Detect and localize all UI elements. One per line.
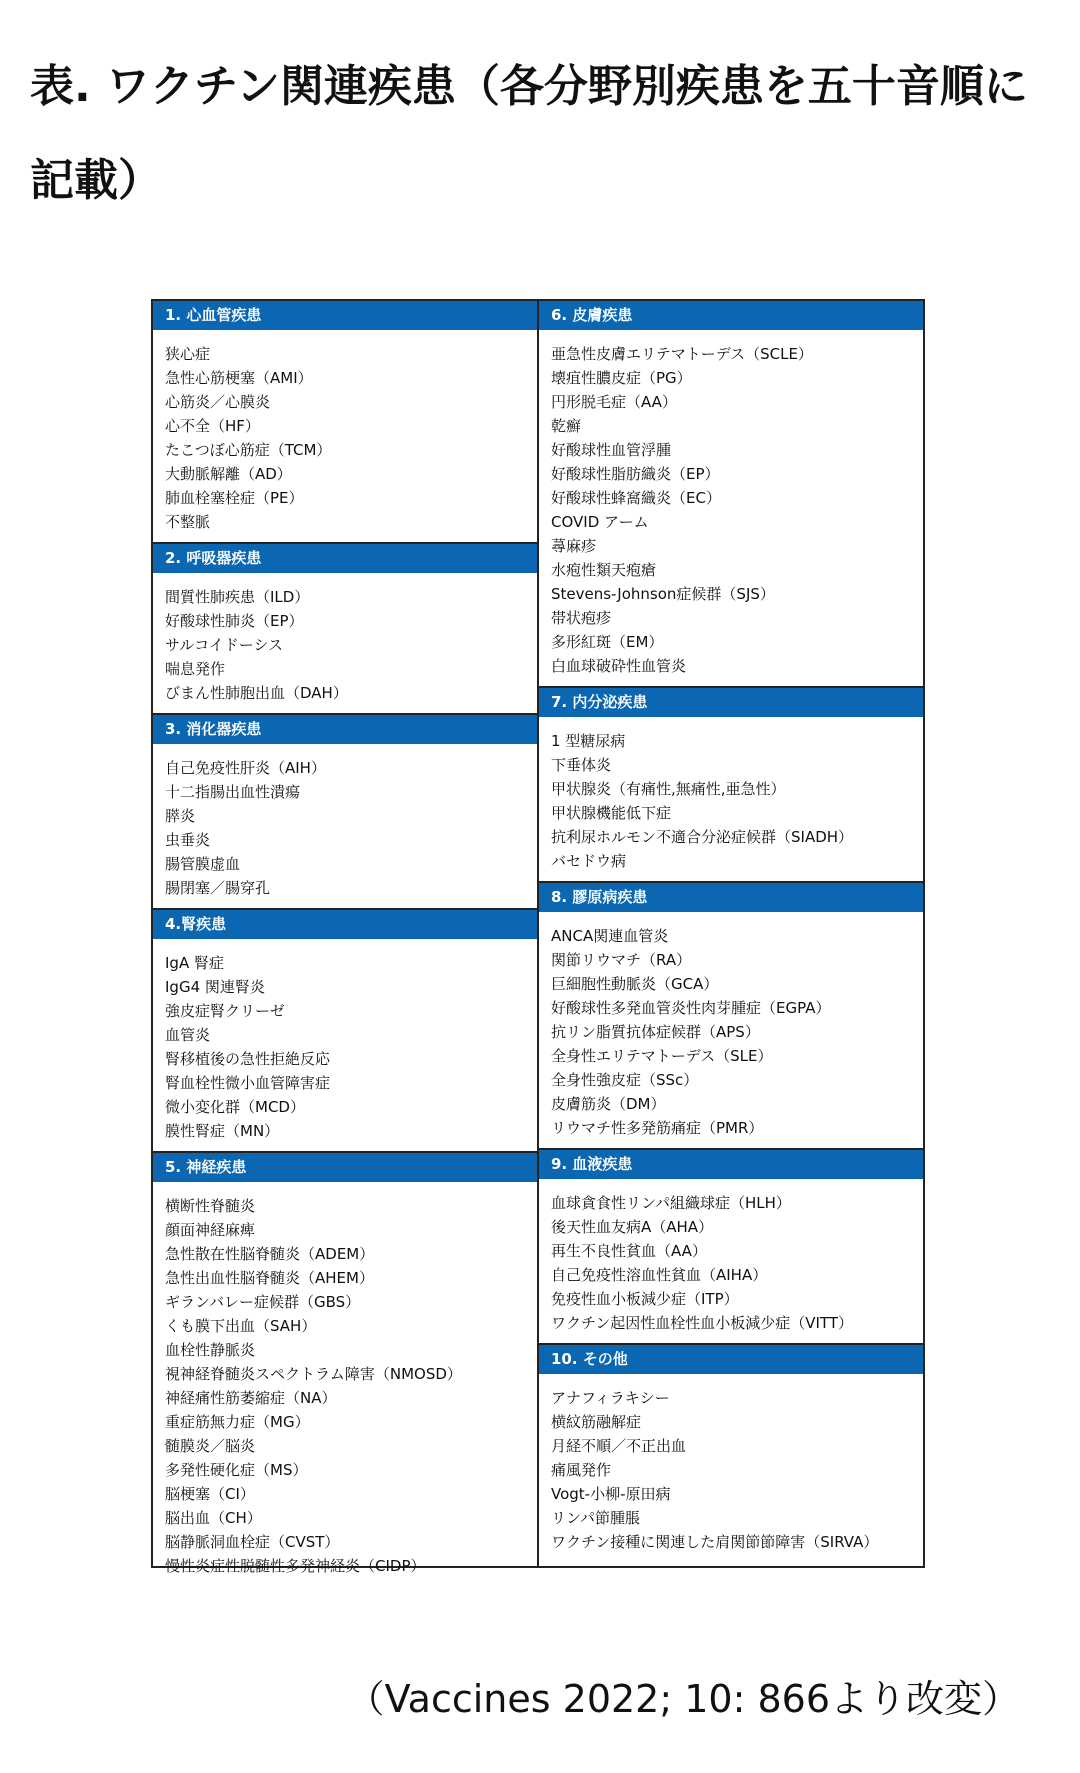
disease-item: くも膜下出血（SAH） bbox=[165, 1317, 317, 1335]
disease-item: 甲状腺炎（有痛性,無痛性,亜急性） bbox=[551, 780, 786, 798]
disease-item: 白血球破砕性血管炎 bbox=[551, 657, 687, 675]
disease-item: 血球貪食性リンパ組織球症（HLH） bbox=[551, 1194, 791, 1212]
disease-item: 視神経脊髄炎スペクトラム障害（NMOSD） bbox=[165, 1365, 462, 1383]
disease-item: 腸閉塞／腸穿孔 bbox=[165, 879, 271, 897]
disease-item: 髄膜炎／脳炎 bbox=[165, 1437, 256, 1455]
disease-item: 関節リウマチ（RA） bbox=[551, 951, 692, 969]
disease-item: 血管炎 bbox=[165, 1026, 211, 1044]
disease-item: 好酸球性蜂窩織炎（EC） bbox=[551, 489, 721, 507]
category-section bbox=[539, 881, 923, 1148]
disease-item: Stevens-Johnson症候群（SJS） bbox=[551, 585, 775, 603]
disease-item: 巨細胞性動脈炎（GCA） bbox=[551, 975, 719, 993]
citation: （Vaccines 2022; 10: 866より改変） bbox=[346, 1677, 1020, 1721]
disease-item: 急性心筋梗塞（AMI） bbox=[165, 369, 313, 387]
disease-item: 抗利尿ホルモン不適合分泌症候群（SIADH） bbox=[551, 828, 854, 846]
disease-item: 顔面神経麻痺 bbox=[165, 1221, 256, 1239]
disease-item: 十二指腸出血性潰瘍 bbox=[165, 783, 301, 801]
category-header: 5. 神経疾患 bbox=[153, 1153, 537, 1182]
disease-item: 狭心症 bbox=[165, 345, 211, 363]
category-section bbox=[153, 301, 537, 542]
disease-item: 急性出血性脳脊髄炎（AHEM） bbox=[165, 1269, 374, 1287]
disease-item: 免疫性血小板減少症（ITP） bbox=[551, 1290, 739, 1308]
disease-item: 横断性脊髄炎 bbox=[165, 1197, 256, 1215]
disease-list bbox=[539, 1374, 923, 1562]
disease-item: 肺血栓塞栓症（PE） bbox=[165, 489, 304, 507]
disease-item: 腸管膜虚血 bbox=[165, 855, 241, 873]
category-section bbox=[539, 1148, 923, 1343]
category-header: 4.腎疾患 bbox=[153, 910, 537, 939]
disease-item: 抗リン脂質抗体症候群（APS） bbox=[551, 1023, 760, 1041]
category-header: 9. 血液疾患 bbox=[539, 1150, 923, 1179]
disease-item: 虫垂炎 bbox=[165, 831, 211, 849]
disease-item: たこつぼ心筋症（TCM） bbox=[165, 441, 332, 459]
disease-item: 強皮症腎クリーゼ bbox=[165, 1002, 285, 1020]
disease-item: バセドウ病 bbox=[551, 852, 627, 870]
disease-item: 好酸球性血管浮腫 bbox=[551, 441, 672, 459]
disease-item: IgG4 関連腎炎 bbox=[165, 978, 265, 996]
right-column bbox=[539, 301, 923, 1566]
disease-item: 皮膚筋炎（DM） bbox=[551, 1095, 666, 1113]
disease-item: 甲状腺機能低下症 bbox=[551, 804, 672, 822]
disease-item: 脳出血（CH） bbox=[165, 1509, 262, 1527]
category-section bbox=[539, 301, 923, 686]
disease-item: ワクチン接種に関連した肩関節節障害（SIRVA） bbox=[551, 1533, 879, 1551]
disease-item: 帯状疱疹 bbox=[551, 609, 612, 627]
category-header: 2. 呼吸器疾患 bbox=[153, 544, 537, 573]
disease-item: アナフィラキシー bbox=[551, 1389, 670, 1407]
disease-item: 重症筋無力症（MG） bbox=[165, 1413, 310, 1431]
disease-item: 好酸球性肺炎（EP） bbox=[165, 612, 304, 630]
disease-item: 月経不順／不正出血 bbox=[551, 1437, 687, 1455]
disease-item: 血栓性静脈炎 bbox=[165, 1341, 256, 1359]
category-section bbox=[153, 542, 537, 713]
disease-item: 壊疽性膿皮症（PG） bbox=[551, 369, 692, 387]
disease-list bbox=[153, 573, 537, 713]
disease-item: 膵炎 bbox=[165, 807, 196, 825]
disease-item: リウマチ性多発筋痛症（PMR） bbox=[551, 1119, 764, 1137]
disease-table bbox=[151, 299, 925, 1575]
category-section bbox=[539, 686, 923, 881]
disease-list bbox=[539, 912, 923, 1148]
category-section bbox=[539, 1343, 923, 1566]
disease-item: 不整脈 bbox=[165, 513, 211, 531]
disease-list bbox=[153, 939, 537, 1151]
category-header: 6. 皮膚疾患 bbox=[539, 301, 923, 330]
disease-item: 自己免疫性肝炎（AIH） bbox=[165, 759, 326, 777]
category-header: 3. 消化器疾患 bbox=[153, 715, 537, 744]
disease-item: 微小変化群（MCD） bbox=[165, 1098, 305, 1116]
disease-item: 慢性炎症性脱髄性多発神経炎（CIDP） bbox=[165, 1557, 426, 1575]
disease-item: 水疱性類天疱瘡 bbox=[551, 561, 657, 579]
disease-list bbox=[539, 717, 923, 881]
disease-item: びまん性肺胞出血（DAH） bbox=[165, 684, 348, 702]
disease-list bbox=[539, 330, 923, 686]
category-header: 1. 心血管疾患 bbox=[153, 301, 537, 330]
disease-item: 横紋筋融解症 bbox=[551, 1413, 642, 1431]
disease-item: 亜急性皮膚エリテマトーデス（SCLE） bbox=[551, 345, 813, 363]
disease-list bbox=[153, 330, 537, 542]
category-section bbox=[153, 713, 537, 908]
disease-item: 後天性血友病A（AHA） bbox=[551, 1218, 714, 1236]
disease-item: IgA 腎症 bbox=[165, 954, 224, 972]
left-column bbox=[153, 301, 539, 1575]
disease-list bbox=[153, 1182, 537, 1586]
disease-item: COVID アーム bbox=[551, 513, 649, 531]
category-header: 8. 膠原病疾患 bbox=[539, 883, 923, 912]
disease-item: 全身性強皮症（SSc） bbox=[551, 1071, 699, 1089]
disease-item: 脳梗塞（CI） bbox=[165, 1485, 255, 1503]
disease-item: 円形脱毛症（AA） bbox=[551, 393, 677, 411]
disease-item: 好酸球性多発血管炎性肉芽腫症（EGPA） bbox=[551, 999, 831, 1017]
disease-item: リンパ節腫脹 bbox=[551, 1509, 640, 1527]
disease-list bbox=[153, 744, 537, 908]
page-title: 表. ワクチン関連疾患（各分野別疾患を五十音順に記載） bbox=[30, 61, 1028, 206]
disease-item: Vogt-小柳-原田病 bbox=[551, 1485, 671, 1503]
disease-item: 乾癬 bbox=[551, 417, 582, 435]
disease-item: ギランバレー症候群（GBS） bbox=[165, 1293, 361, 1311]
category-header: 7. 内分泌疾患 bbox=[539, 688, 923, 717]
disease-item: 大動脈解離（AD） bbox=[165, 465, 292, 483]
disease-item: ワクチン起因性血栓性血小板減少症（VITT） bbox=[551, 1314, 853, 1332]
disease-item: 急性散在性脳脊髄炎（ADEM） bbox=[165, 1245, 375, 1263]
disease-item: 喘息発作 bbox=[165, 660, 226, 678]
disease-item: サルコイドーシス bbox=[165, 636, 284, 654]
disease-item: 間質性肺疾患（ILD） bbox=[165, 588, 310, 606]
category-section bbox=[153, 1151, 537, 1586]
disease-item: 脳静脈洞血栓症（CVST） bbox=[165, 1533, 340, 1551]
disease-item: 心不全（HF） bbox=[165, 417, 260, 435]
disease-item: 多発性硬化症（MS） bbox=[165, 1461, 308, 1479]
disease-item: 1 型糖尿病 bbox=[551, 732, 626, 750]
category-section bbox=[153, 908, 537, 1151]
disease-item: 腎移植後の急性拒絶反応 bbox=[165, 1050, 331, 1068]
disease-item: 蕁麻疹 bbox=[551, 537, 597, 555]
disease-item: 神経痛性筋萎縮症（NA） bbox=[165, 1389, 337, 1407]
disease-item: ANCA関連血管炎 bbox=[551, 927, 669, 945]
disease-item: 自己免疫性溶血性貧血（AIHA） bbox=[551, 1266, 768, 1284]
disease-item: 痛風発作 bbox=[551, 1461, 612, 1479]
disease-list bbox=[539, 1179, 923, 1343]
disease-item: 全身性エリテマトーデス（SLE） bbox=[551, 1047, 773, 1065]
disease-item: 下垂体炎 bbox=[551, 756, 612, 774]
disease-item: 腎血栓性微小血管障害症 bbox=[165, 1074, 331, 1092]
disease-item: 膜性腎症（MN） bbox=[165, 1122, 280, 1140]
disease-item: 好酸球性脂肪織炎（EP） bbox=[551, 465, 720, 483]
disease-item: 心筋炎／心膜炎 bbox=[165, 393, 271, 411]
disease-item: 多形紅斑（EM） bbox=[551, 633, 664, 651]
disease-item: 再生不良性貧血（AA） bbox=[551, 1242, 707, 1260]
category-header: 10. その他 bbox=[539, 1345, 923, 1374]
